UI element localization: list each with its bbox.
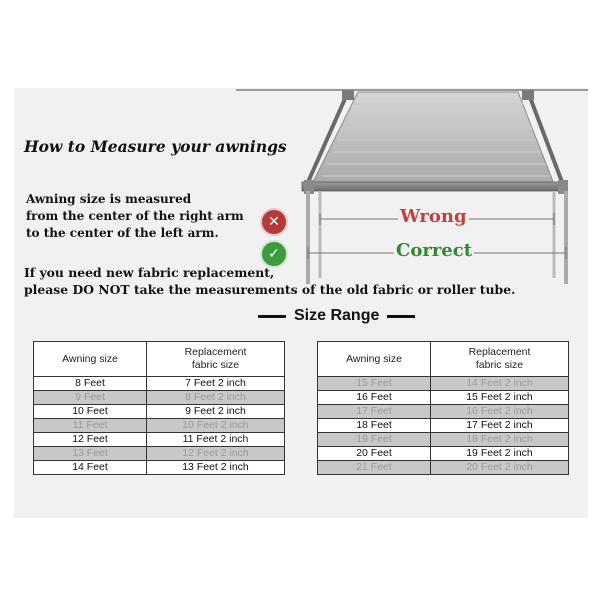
table-row: [34, 405, 285, 419]
notice-line-1: If you need new fabric replacement,: [24, 265, 275, 280]
table-row: [318, 391, 569, 405]
wrong-label: Wrong: [400, 206, 467, 227]
table-row: [34, 447, 285, 461]
replacement-size-cell: 16 Feet 2 inch: [431, 405, 569, 419]
size-table-left: [33, 341, 285, 475]
size-range-heading: [258, 307, 418, 325]
awning-size-cell: 12 Feet: [34, 433, 147, 447]
size-range-title: Size Range: [294, 307, 380, 324]
replacement-size-cell: 15 Feet 2 inch: [431, 391, 569, 405]
replacement-size-cell: 9 Feet 2 inch: [147, 405, 285, 419]
replacement-size-header: [147, 342, 285, 377]
replacement-size-header: [431, 342, 569, 377]
awning-size-cell: 19 Feet: [318, 433, 431, 447]
replacement-header-line-1: Replacement: [184, 346, 247, 358]
table-row: [34, 377, 285, 391]
awning-size-cell: 18 Feet: [318, 419, 431, 433]
size-table-right: [317, 341, 569, 475]
page-title: How to Measure your awnings: [24, 137, 287, 156]
replacement-size-cell: 12 Feet 2 inch: [147, 447, 285, 461]
awning-size-cell: 17 Feet: [318, 405, 431, 419]
heading-dash-right: [387, 315, 415, 318]
awning-size-cell: 21 Feet: [318, 461, 431, 475]
awning-size-cell: 10 Feet: [34, 405, 147, 419]
table-row: [34, 419, 285, 433]
table-row: [318, 377, 569, 391]
correct-label: Correct: [396, 240, 473, 261]
replacement-size-cell: 14 Feet 2 inch: [431, 377, 569, 391]
table-row: [34, 433, 285, 447]
table-row: [318, 419, 569, 433]
awning-size-cell: 13 Feet: [34, 447, 147, 461]
awning-size-cell: 9 Feet: [34, 391, 147, 405]
table-row: [318, 447, 569, 461]
awning-size-header: Awning size: [318, 342, 431, 377]
notice-line-2: please DO NOT take the measurements of the old fabric or roller tube.: [24, 282, 516, 297]
awning-size-cell: 8 Feet: [34, 377, 147, 391]
table-header-row: [318, 342, 569, 377]
awning-size-cell: 16 Feet: [318, 391, 431, 405]
measure-instruction-line-3: to the center of the left arm.: [26, 226, 219, 240]
awning-size-cell: 20 Feet: [318, 447, 431, 461]
awning-size-header: Awning size: [34, 342, 147, 377]
heading-dash-left: [258, 315, 286, 318]
replacement-size-cell: 18 Feet 2 inch: [431, 433, 569, 447]
replacement-size-cell: 10 Feet 2 inch: [147, 419, 285, 433]
check-icon: ✓: [262, 242, 286, 266]
table-row: [318, 433, 569, 447]
table-header-row: [34, 342, 285, 377]
table-row: [318, 461, 569, 475]
awning-size-cell: 11 Feet: [34, 419, 147, 433]
replacement-size-cell: 11 Feet 2 inch: [147, 433, 285, 447]
replacement-size-cell: 20 Feet 2 inch: [431, 461, 569, 475]
replacement-size-cell: 7 Feet 2 inch: [147, 377, 285, 391]
awning-size-cell: 15 Feet: [318, 377, 431, 391]
replacement-size-cell: 17 Feet 2 inch: [431, 419, 569, 433]
table-row: [34, 461, 285, 475]
table-row: [318, 405, 569, 419]
replacement-size-cell: 13 Feet 2 inch: [147, 461, 285, 475]
measure-instruction-line-1: Awning size is measured: [26, 192, 192, 206]
replacement-header-line-2: fabric size: [191, 359, 240, 371]
table-row: [34, 391, 285, 405]
replacement-header-line-2: fabric size: [475, 359, 524, 371]
replacement-header-line-1: Replacement: [468, 346, 531, 358]
replacement-size-cell: 19 Feet 2 inch: [431, 447, 569, 461]
measure-instruction-line-2: from the center of the right arm: [26, 209, 244, 223]
replacement-size-cell: 8 Feet 2 inch: [147, 391, 285, 405]
awning-size-cell: 14 Feet: [34, 461, 147, 475]
x-icon: ✕: [262, 210, 286, 234]
